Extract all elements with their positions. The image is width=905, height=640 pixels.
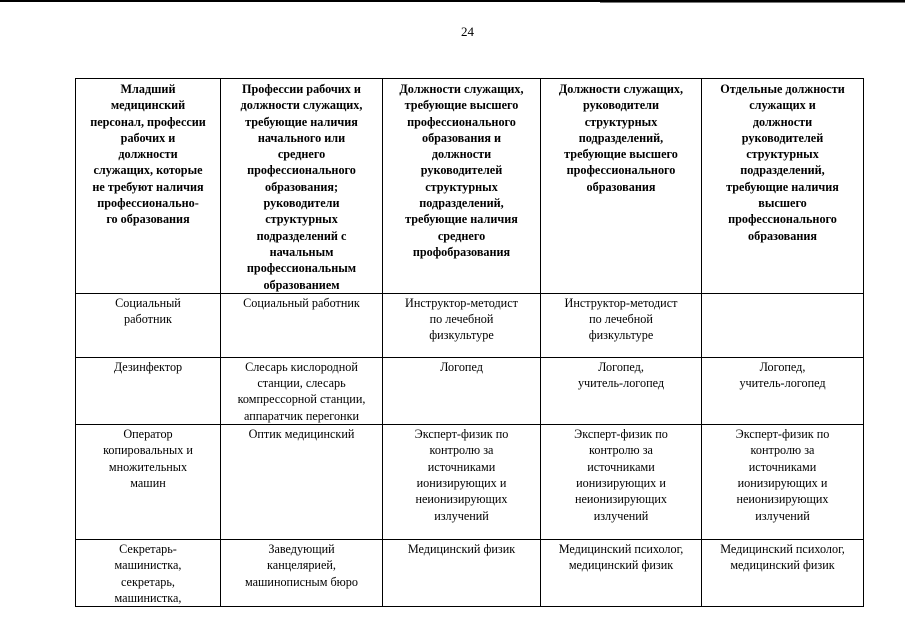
table-row <box>76 357 864 424</box>
table-cell: Секретарь- машинистка, секретарь, машинистка, <box>76 540 221 607</box>
table-cell: Оптик медицинский <box>221 425 383 540</box>
table-row <box>76 425 864 540</box>
table-header-row <box>76 79 864 294</box>
page-number: 24 <box>461 24 474 39</box>
top-border-rule-faint <box>600 2 905 3</box>
header-higher-education-positions: Должности служащих, требующие высшего профессионального образования и должности руководителей структурных подразделений, требующие наличия среднего профобразования <box>383 79 541 294</box>
table-cell: Инструктор-методист по лечебной физкультуре <box>383 293 541 357</box>
positions-table <box>75 78 864 607</box>
table-cell: Логопед, учитель-логопед <box>702 357 864 424</box>
table-cell: Логопед, учитель-логопед <box>541 357 702 424</box>
table-row <box>76 293 864 357</box>
table-cell: Эксперт-физик по контролю за источниками ионизирующих и неионизирующих излучений <box>702 425 864 540</box>
table-cell: Оператор копировальных и множительных машин <box>76 425 221 540</box>
table-cell: Медицинский психолог, медицинский физик <box>541 540 702 607</box>
table-cell-empty <box>702 293 864 357</box>
table-cell: Дезинфектор <box>76 357 221 424</box>
table-cell: Социальный работник <box>76 293 221 357</box>
table-cell: Эксперт-физик по контролю за источниками ионизирующих и неионизирующих излучений <box>383 425 541 540</box>
table-cell: Логопед <box>383 357 541 424</box>
table-cell: Социальный работник <box>221 293 383 357</box>
header-specific-positions-higher-education: Отдельные должности служащих и должности руководителей структурных подразделений, требующие наличия высшего профессионального образования <box>702 79 864 294</box>
header-workers-secondary-education: Профессии рабочих и должности служащих, требующие наличия начального или среднего профессионального образования; руководители структурных подразделений с начальным профессиональным образованием <box>221 79 383 294</box>
table-cell: Эксперт-физик по контролю за источниками ионизирующих и неионизирующих излучений <box>541 425 702 540</box>
table-row <box>76 540 864 607</box>
table-cell: Слесарь кислородной станции, слесарь компрессорной станции, аппаратчик перегонки <box>221 357 383 424</box>
table-cell: Заведующий канцелярией, машинописным бюро <box>221 540 383 607</box>
table-cell: Инструктор-методист по лечебной физкультуре <box>541 293 702 357</box>
header-managers-higher-education: Должности служащих, руководители структурных подразделений, требующие высшего профессионального образования <box>541 79 702 294</box>
table-cell: Медицинский физик <box>383 540 541 607</box>
table-cell: Медицинский психолог, медицинский физик <box>702 540 864 607</box>
header-junior-medical-staff: Младший медицинский персонал, профессии рабочих и должности служащих, которые не требуют наличия профессионально- го образования <box>76 79 221 294</box>
